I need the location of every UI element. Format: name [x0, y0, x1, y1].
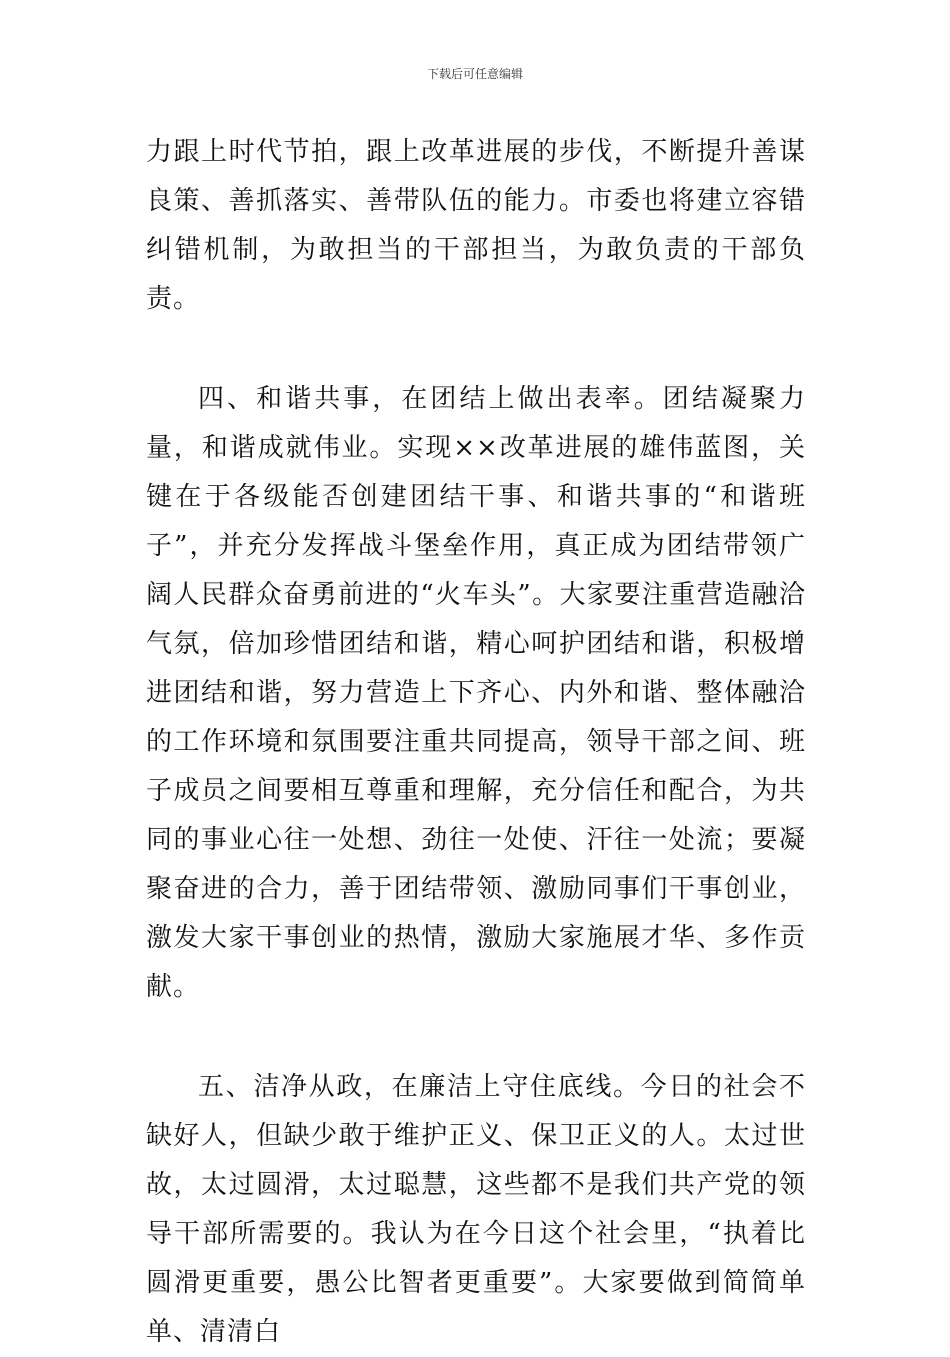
page-header-note: 下载后可任意编辑 [426, 67, 523, 81]
paragraph-spacer [146, 324, 806, 375]
paragraph-spacer [146, 1012, 806, 1063]
paragraph-continuation: 力跟上时代节拍，跟上改革进展的步伐，不断提升善谋良策、善抓落实、善带队伍的能力。市委也将建立容错纠错机制，为敢担当的干部担当，为敢负责的干部负责。 [146, 137, 806, 314]
paragraph-section-five: 五、洁净从政，在廉洁上守住底线。今日的社会不缺好人，但缺少敢于维护正义、保卫正义的人。太过世故，太过圆滑，太过聪慧，这些都不是我们共产党的领导干部所需要的。我认为在今日这个社会里，“执着比圆滑更重要，愚公比智者更重要”。大家要做到简简单单、清清白 [146, 1072, 806, 1347]
paragraph-section-four: 四、和谐共事，在团结上做出表率。团结凝聚力量，和谐成就伟业。实现××改革进展的雄伟蓝图，关键在于各级能否创建团结干事、和谐共事的“和谐班子”，并充分发挥战斗堡垒作用，真正成为团结带领广阔人民群众奋勇前进的“火车头”。大家要注重营造融洽气氛，倍加珍惜团结和谐，精心呵护团结和谐，积极增进团结和谐，努力营造上下齐心、内外和谐、整体融洽的工作环境和氛围要注重共同提高，领导干部之间、班子成员之间要相互尊重和理解，充分信任和配合，为共同的事业心往一处想、劲往一处使、汗往一处流；要凝聚奋进的合力，善于团结带领、激励同事们干事创业，激发大家干事创业的热情，激励大家施展才华、多作贡献。 [146, 384, 806, 1002]
document-body [146, 128, 806, 1357]
